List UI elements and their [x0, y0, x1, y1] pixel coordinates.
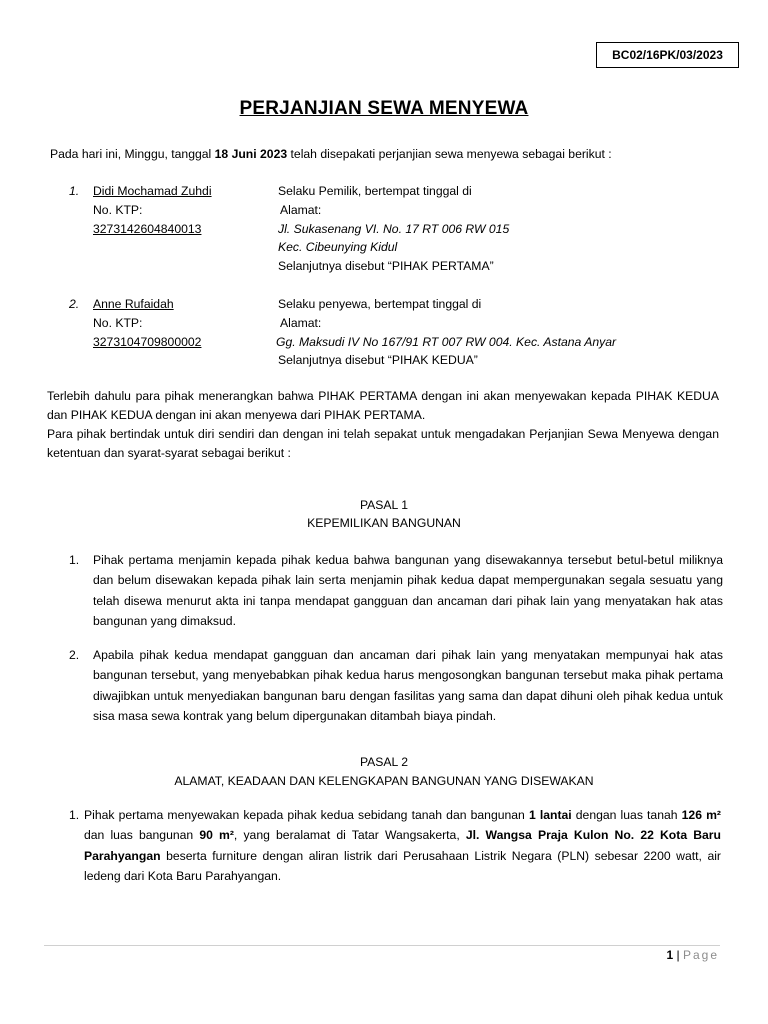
- pasal-1-heading: PASAL 1: [359, 498, 409, 512]
- pasal-1-item-2-text: Apabila pihak kedua mendapat gangguan dan ancaman dari pihak lain yang menyatakan mempunyai hak atas bangunan tersebut, yang menyebabkan pihak kedua harus mengosongkan bangunan tersebut maka pihak pertama diwajibkan untuk menyediakan bangunan baru dengan fasilitas yang sama dan dapat dihuni oleh pihak kedua untuk sisa masa sewa kontrak yang belum dipergunakan ditambah biaya pindah.: [93, 648, 723, 723]
- pasal-2-item-1-number: 1.: [69, 808, 80, 822]
- party-1-ktp: 3273142604840013: [93, 222, 202, 236]
- party-2-role: Selaku penyewa, bertempat tinggal di: [278, 297, 482, 311]
- document-title: PERJANJIAN SEWA MENYEWA: [239, 98, 529, 119]
- party-1-ktp-label: No. KTP:: [93, 203, 143, 217]
- footer-divider: [44, 945, 720, 946]
- party-1-name: Didi Mochamad Zuhdi: [93, 184, 212, 198]
- preamble-paragraph-1: Terlebih dahulu para pihak menerangkan bahwa PIHAK PERTAMA dengan ini akan menyewakan kepada PIHAK KEDUA dan PIHAK KEDUA dengan ini akan menyewa dari PIHAK PERTAMA.: [47, 389, 719, 422]
- pasal-2-subheading: ALAMAT, KEADAAN DAN KELENGKAPAN BANGUNAN YANG DISEWAKAN: [174, 774, 594, 788]
- party-1-address-line-2: Kec. Cibeunying Kidul: [278, 240, 398, 254]
- party-1-designation: Selanjutnya disebut “PIHAK PERTAMA”: [278, 259, 494, 273]
- page-separator: |: [676, 948, 680, 962]
- page-footer: [666, 948, 719, 962]
- page-word: Page: [682, 948, 719, 962]
- party-1-role: Selaku Pemilik, bertempat tinggal di: [278, 184, 472, 198]
- party-1-address-line-1: Jl. Sukasenang VI. No. 17 RT 006 RW 015: [278, 222, 510, 236]
- party-2-ktp: 3273104709800002: [93, 335, 202, 349]
- pasal-1-item-1-number: 1.: [69, 553, 80, 567]
- intro-paragraph: Pada hari ini, Minggu, tanggal 18 Juni 2023 telah disepakati perjanjian sewa menyewa sebagai berikut :: [50, 147, 612, 161]
- party-2-address-label: Alamat:: [280, 316, 322, 330]
- intro-date: 18 Juni 2023: [214, 147, 288, 161]
- pasal-1-item-1-text: Pihak pertama menjamin kepada pihak kedua bahwa bangunan yang disewakannya tersebut betul-betul miliknya dan belum disewakan kepada pihak lain serta menjamin pihak kedua dapat mempergunakan segala sesuatu yang telah disewa menurut akta ini tanpa mendapat gangguan dan ancaman dari pihak lain yang menyatakan hak atas bangunan yang dimaksud.: [93, 553, 723, 628]
- document-code-box: [596, 42, 739, 68]
- preamble-paragraph-2: Para pihak bertindak untuk diri sendiri dan dengan ini telah sepakat untuk mengadakan Perjanjian Sewa Menyewa dengan ketentuan dan syarat-syarat sebagai berikut :: [47, 427, 719, 460]
- document-code: BC02/16PK/03/2023: [612, 48, 723, 62]
- party-1-number: 1.: [69, 184, 80, 198]
- party-2-name: Anne Rufaidah: [93, 297, 174, 311]
- party-1-address-label: Alamat:: [280, 203, 322, 217]
- pasal-2-item-1-text: Pihak pertama menyewakan kepada pihak kedua sebidang tanah dan bangunan 1 lantai dengan luas tanah 126 m² dan luas bangunan 90 m², yang beralamat di Tatar Wangsakerta, Jl. Wangsa Praja Kulon No. 22 Kota Baru Parahyangan beserta furniture dengan aliran listrik dari Perusahaan Listrik Negara (PLN) sebesar 2200 watt, air ledeng dari Kota Baru Parahyangan.: [84, 808, 721, 883]
- party-2-designation: Selanjutnya disebut “PIHAK KEDUA”: [278, 353, 478, 367]
- party-2-ktp-label: No. KTP:: [93, 316, 143, 330]
- pasal-1-subheading: KEPEMILIKAN BANGUNAN: [307, 516, 461, 530]
- party-2-number: 2.: [69, 297, 80, 311]
- party-2-address-line-1: Gg. Maksudi IV No 167/91 RT 007 RW 004. Kec. Astana Anyar: [276, 335, 617, 349]
- page-number: 1: [666, 948, 674, 962]
- pasal-1-item-2-number: 2.: [69, 648, 80, 662]
- pasal-2-heading: PASAL 2: [359, 755, 409, 769]
